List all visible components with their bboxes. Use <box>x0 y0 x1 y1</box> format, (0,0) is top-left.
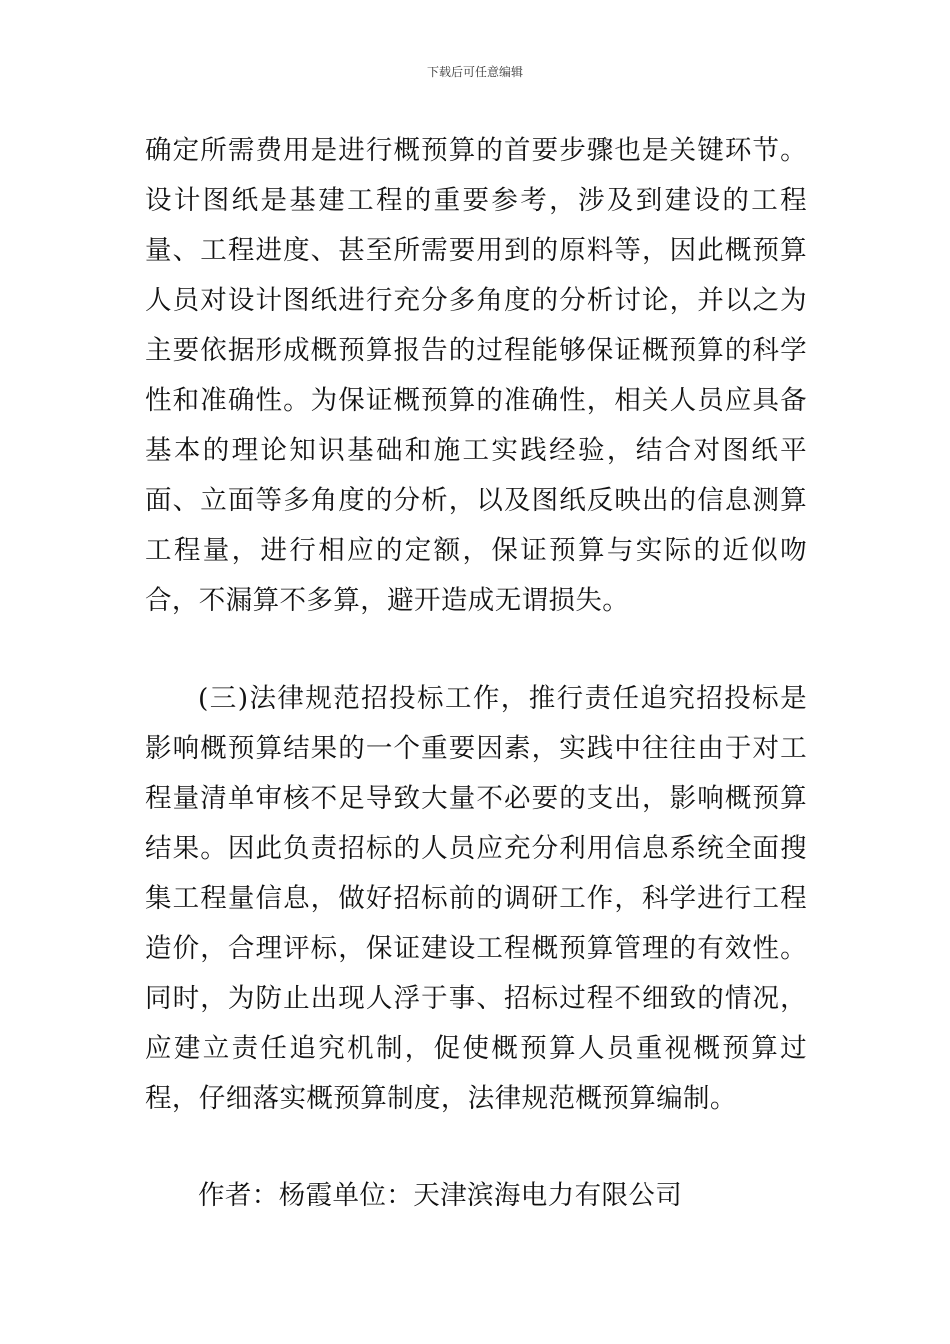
body-paragraph-cost-estimation: 确定所需费用是进行概预算的首要步骤也是关键环节。设计图纸是基建工程的重要参考，涉及到建设的工程量、工程进度、甚至所需要用到的原料等，因此概预算人员对设计图纸进行充分多角度的分析讨论，并以之为主要依据形成概预算报告的过程能够保证概预算的科学性和准确性。为保证概预算的准确性，相关人员应具备基本的理论知识基础和施工实践经验，结合对图纸平面、立面等多角度的分析，以及图纸反映出的信息测算工程量，进行相应的定额，保证预算与实际的近似吻合，不漏算不多算，避开造成无谓损失。 <box>145 135 807 616</box>
body-paragraph-bidding-regulation: (三)法律规范招投标工作，推行责任追究招投标是影响概预算结果的一个重要因素，实践中往往由于对工程量清单审核不足导致大量不必要的支出，影响概预算结果。因此负责招标的人员应充分利用信息系统全面搜集工程量信息，做好招标前的调研工作，科学进行工程造价，合理评标，保证建设工程概预算管理的有效性。同时，为防止出现人浮于事、招标过程不细致的情况，应建立责任追究机制，促使概预算人员重视概预算过程，仔细落实概预算制度，法律规范概预算编制。 <box>145 683 807 1114</box>
page-header-note: 下载后可任意编辑 <box>426 65 523 79</box>
author-affiliation: 作者：杨霞单位：天津滨海电力有限公司 <box>198 1180 683 1211</box>
